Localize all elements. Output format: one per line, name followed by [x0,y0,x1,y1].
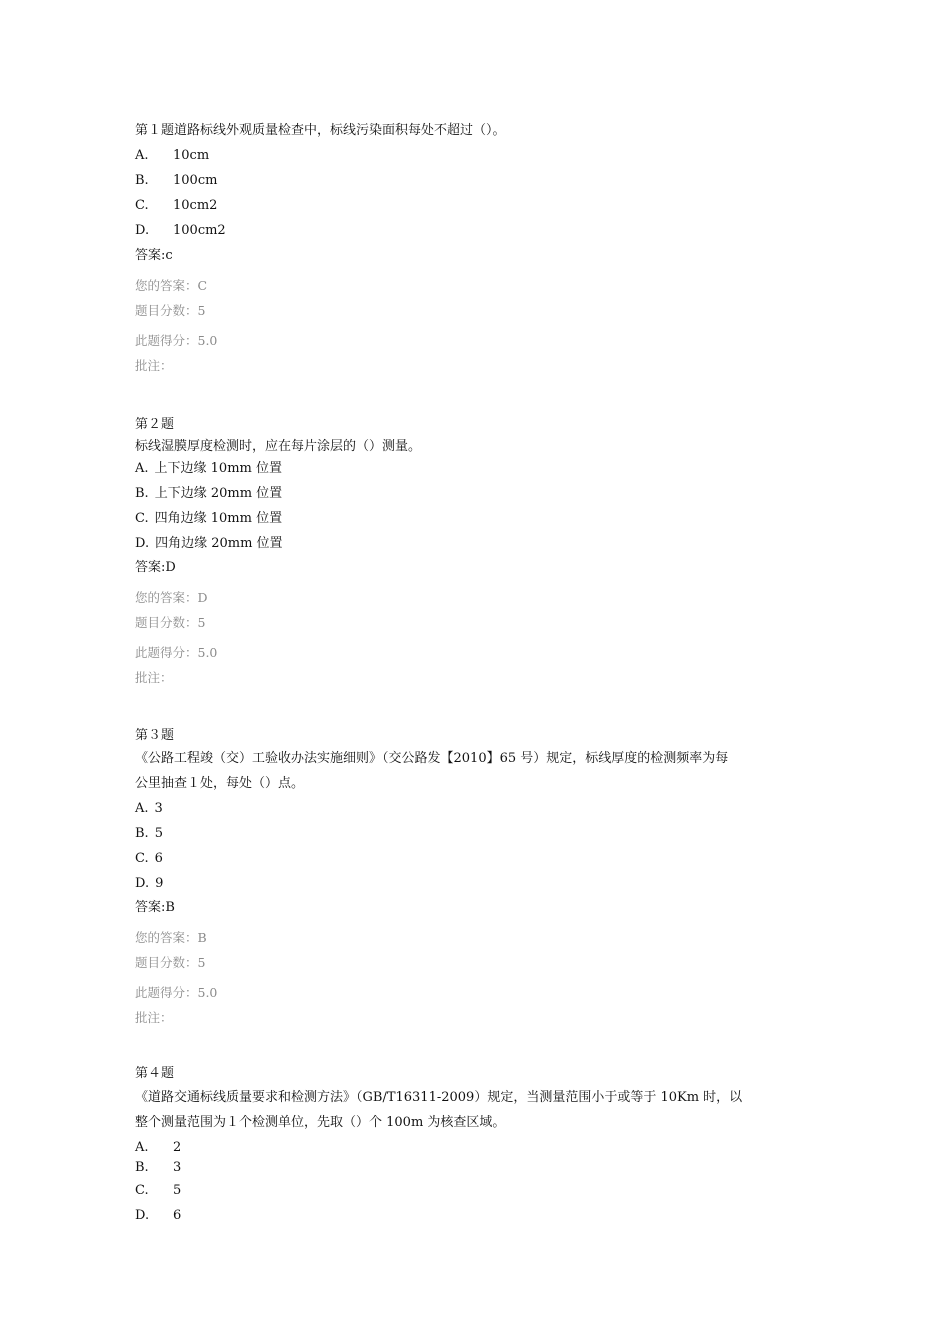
question-2-comment: 批注： [135,670,173,685]
question-1-answer: 答案:c [135,248,173,263]
option-text: 四角边缘 10mm 位置 [154,511,283,526]
option-letter: C. [135,851,149,866]
question-2-option-d [135,536,283,552]
question-3-your-answer: 您的答案：B [135,930,207,945]
option-letter: B. [135,826,149,841]
option-letter: A. [135,1140,149,1155]
question-1-score: 题目分数：5 [135,303,206,318]
question-3-comment: 批注： [135,1010,173,1025]
option-text: 3 [173,1160,182,1175]
question-4-option-b [135,1160,181,1176]
option-letter: A. [135,461,149,476]
question-1-option-c [135,198,217,214]
option-letter: C. [135,511,149,526]
option-letter: B. [135,173,149,188]
question-1-comment: 批注： [135,358,173,373]
option-letter: D. [135,536,150,551]
question-2-your-answer: 您的答案：D [135,590,208,605]
question-1-option-d [135,223,226,239]
option-text: 上下边缘 20mm 位置 [154,486,283,501]
question-4-option-c [135,1183,181,1199]
question-3-score: 题目分数：5 [135,955,206,970]
option-text: 6 [173,1208,182,1223]
question-4-title: 第４题 [135,1066,175,1081]
question-1-your-answer: 您的答案：C [135,278,208,293]
option-letter: B. [135,486,149,501]
option-letter: D. [135,1208,150,1223]
question-3-body-line-2: 公里抽查１处，每处（）点。 [135,776,305,791]
option-letter: A. [135,148,149,163]
question-2-title: 第２题 [135,417,175,432]
option-text: 10cm [173,148,210,163]
option-text: 5 [154,826,163,841]
option-text: 10cm2 [173,198,218,213]
question-2-body: 标线湿膜厚度检测时，应在每片涂层的（）测量。 [135,439,422,454]
question-3-option-d [135,876,163,892]
option-text: 2 [173,1140,182,1155]
option-letter: B. [135,1160,149,1175]
option-text: 3 [154,801,163,816]
question-3-body-line-1: 《公路工程竣（交）工验收办法实施细则》（交公路发【2010】65 号）规定，标线厚度的检测频率为每 [135,751,729,766]
question-2-answer: 答案:D [135,560,176,575]
question-1-option-b [135,173,217,189]
question-3-title: 第３题 [135,728,175,743]
question-4-option-d [135,1208,181,1224]
option-text: 9 [155,876,164,891]
option-text: 5 [173,1183,182,1198]
question-4-body-line-1: 《道路交通标线质量要求和检测方法》（GB/T16311-2009）规定，当测量范围小于或等于 10Km 时，以 [135,1090,743,1105]
question-3-option-a [135,801,163,817]
question-2-option-a [135,461,282,477]
question-4-body-line-2: 整个测量范围为１个检测单位，先取（）个 100m 为核查区域。 [135,1115,506,1130]
option-text: 上下边缘 10mm 位置 [154,461,282,476]
question-2-option-b [135,486,282,502]
option-letter: D. [135,223,150,238]
question-2-score: 题目分数：5 [135,615,206,630]
question-2-got: 此题得分：5.0 [135,645,218,660]
question-1-title: 第１题道路标线外观质量检查中，标线污染面积每处不超过（）。 [135,123,506,138]
option-letter: A. [135,801,149,816]
question-4-option-a [135,1140,181,1156]
question-3-answer: 答案:B [135,900,175,915]
question-3-option-b [135,826,163,842]
question-3-option-c [135,851,163,867]
question-1-option-a [135,148,209,164]
option-text: 100cm2 [173,223,226,238]
option-letter: C. [135,198,149,213]
question-2-option-c [135,511,282,527]
question-3-got: 此题得分：5.0 [135,985,218,1000]
option-text: 6 [154,851,163,866]
option-letter: C. [135,1183,149,1198]
option-text: 四角边缘 20mm 位置 [155,536,283,551]
option-letter: D. [135,876,150,891]
option-text: 100cm [173,173,218,188]
question-1-got: 此题得分：5.0 [135,333,218,348]
